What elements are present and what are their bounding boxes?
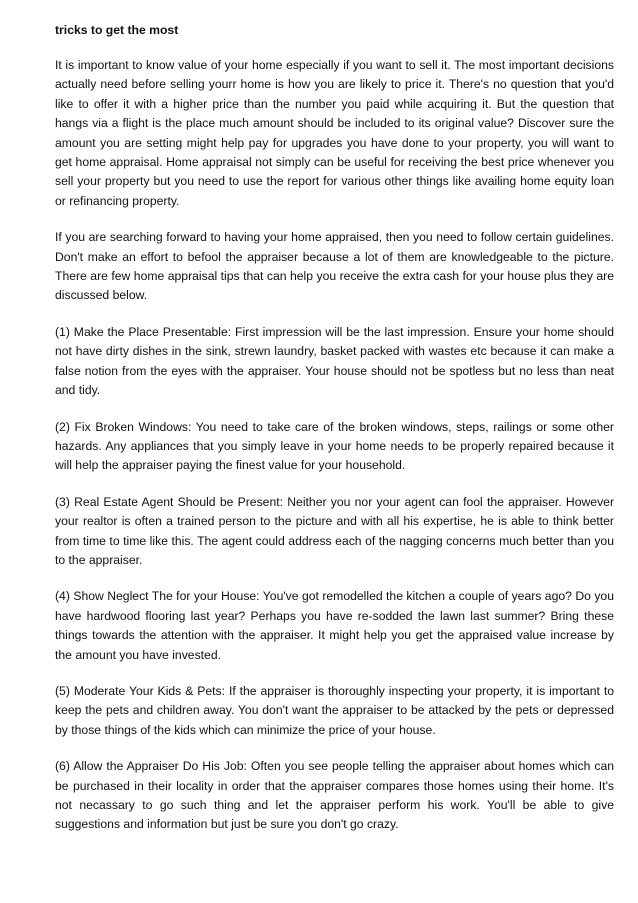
document-page bbox=[55, 22, 614, 852]
paragraph-tip-2: (2) Fix Broken Windows: You need to take care of the broken windows, steps, railings or some other hazards. Any appliances that you simply leave in your home needs to be properly repaired because it will help the appraiser paying the finest value for your household. bbox=[55, 419, 614, 473]
paragraph-guidelines: If you are searching forward to having your home appraised, then you need to follow certain guidelines. Don't make an effort to befool the appraiser because a lot of them are knowledgeable to the picture. There are few home appraisal tips that can help you receive the extra cash for your house plus they are discussed below. bbox=[55, 230, 614, 303]
paragraph-intro: It is important to know value of your home especially if you want to sell it. The most important decisions actually need before selling yourr home is how you are likely to price it. There's no question that you'd like to offer it with a higher price than the number you paid while acquiring it. But the question that hangs via a flight is the place much amount should be included to its original value? Discover sure the amount you are setting might help pay for upgrades you have done to your property, you will want to get home appraisal. Home appraisal not simply can be useful for receiving the best price whenever you sell your property but you need to use the report for various other things like availing home equity loan or refinancing property. bbox=[55, 58, 614, 208]
paragraph-tip-6: (6) Allow the Appraiser Do His Job: Often you see people telling the appraiser about homes which can be purchased in their locality in order that the appraiser compares those homes using their home. It's not necassary to go such thing and let the appraiser perform his work. You'll be able to give suggestions and information but just be sure you don't go crazy. bbox=[55, 759, 614, 832]
document-title: tricks to get the most bbox=[55, 23, 179, 37]
paragraph-tip-1: (1) Make the Place Presentable: First impression will be the last impression. Ensure your home should not have dirty dishes in the sink, strewn laundry, basket packed with wastes etc because it can make a false notion from the eyes with the appraiser. Your house should not be spotless but no less than neat and tidy. bbox=[55, 324, 614, 398]
paragraph-tip-3: (3) Real Estate Agent Should be Present: Neither you nor your agent can fool the appraiser. However your realtor is often a trained person to the picture and with all his expertise, he is able to think better from time to time like this. The agent could address each of the nagging concerns much better than you to the appraiser. bbox=[55, 494, 614, 567]
paragraph-tip-5: (5) Moderate Your Kids & Pets: If the appraiser is thoroughly inspecting your property, it is important to keep the pets and children away. You don't want the appraiser to be attacked by the pets or depressed by those things of the kids which can minimize the price of your house. bbox=[55, 683, 614, 737]
paragraph-tip-4: (4) Show Neglect The for your House: You've got remodelled the kitchen a couple of years ago? Do you have hardwood flooring last year? Perhaps you have re-sodded the lawn last summer? Bring these things towards the attention with the appraiser. It might help you get the appraised value increase by the amount you have invested. bbox=[55, 589, 614, 662]
